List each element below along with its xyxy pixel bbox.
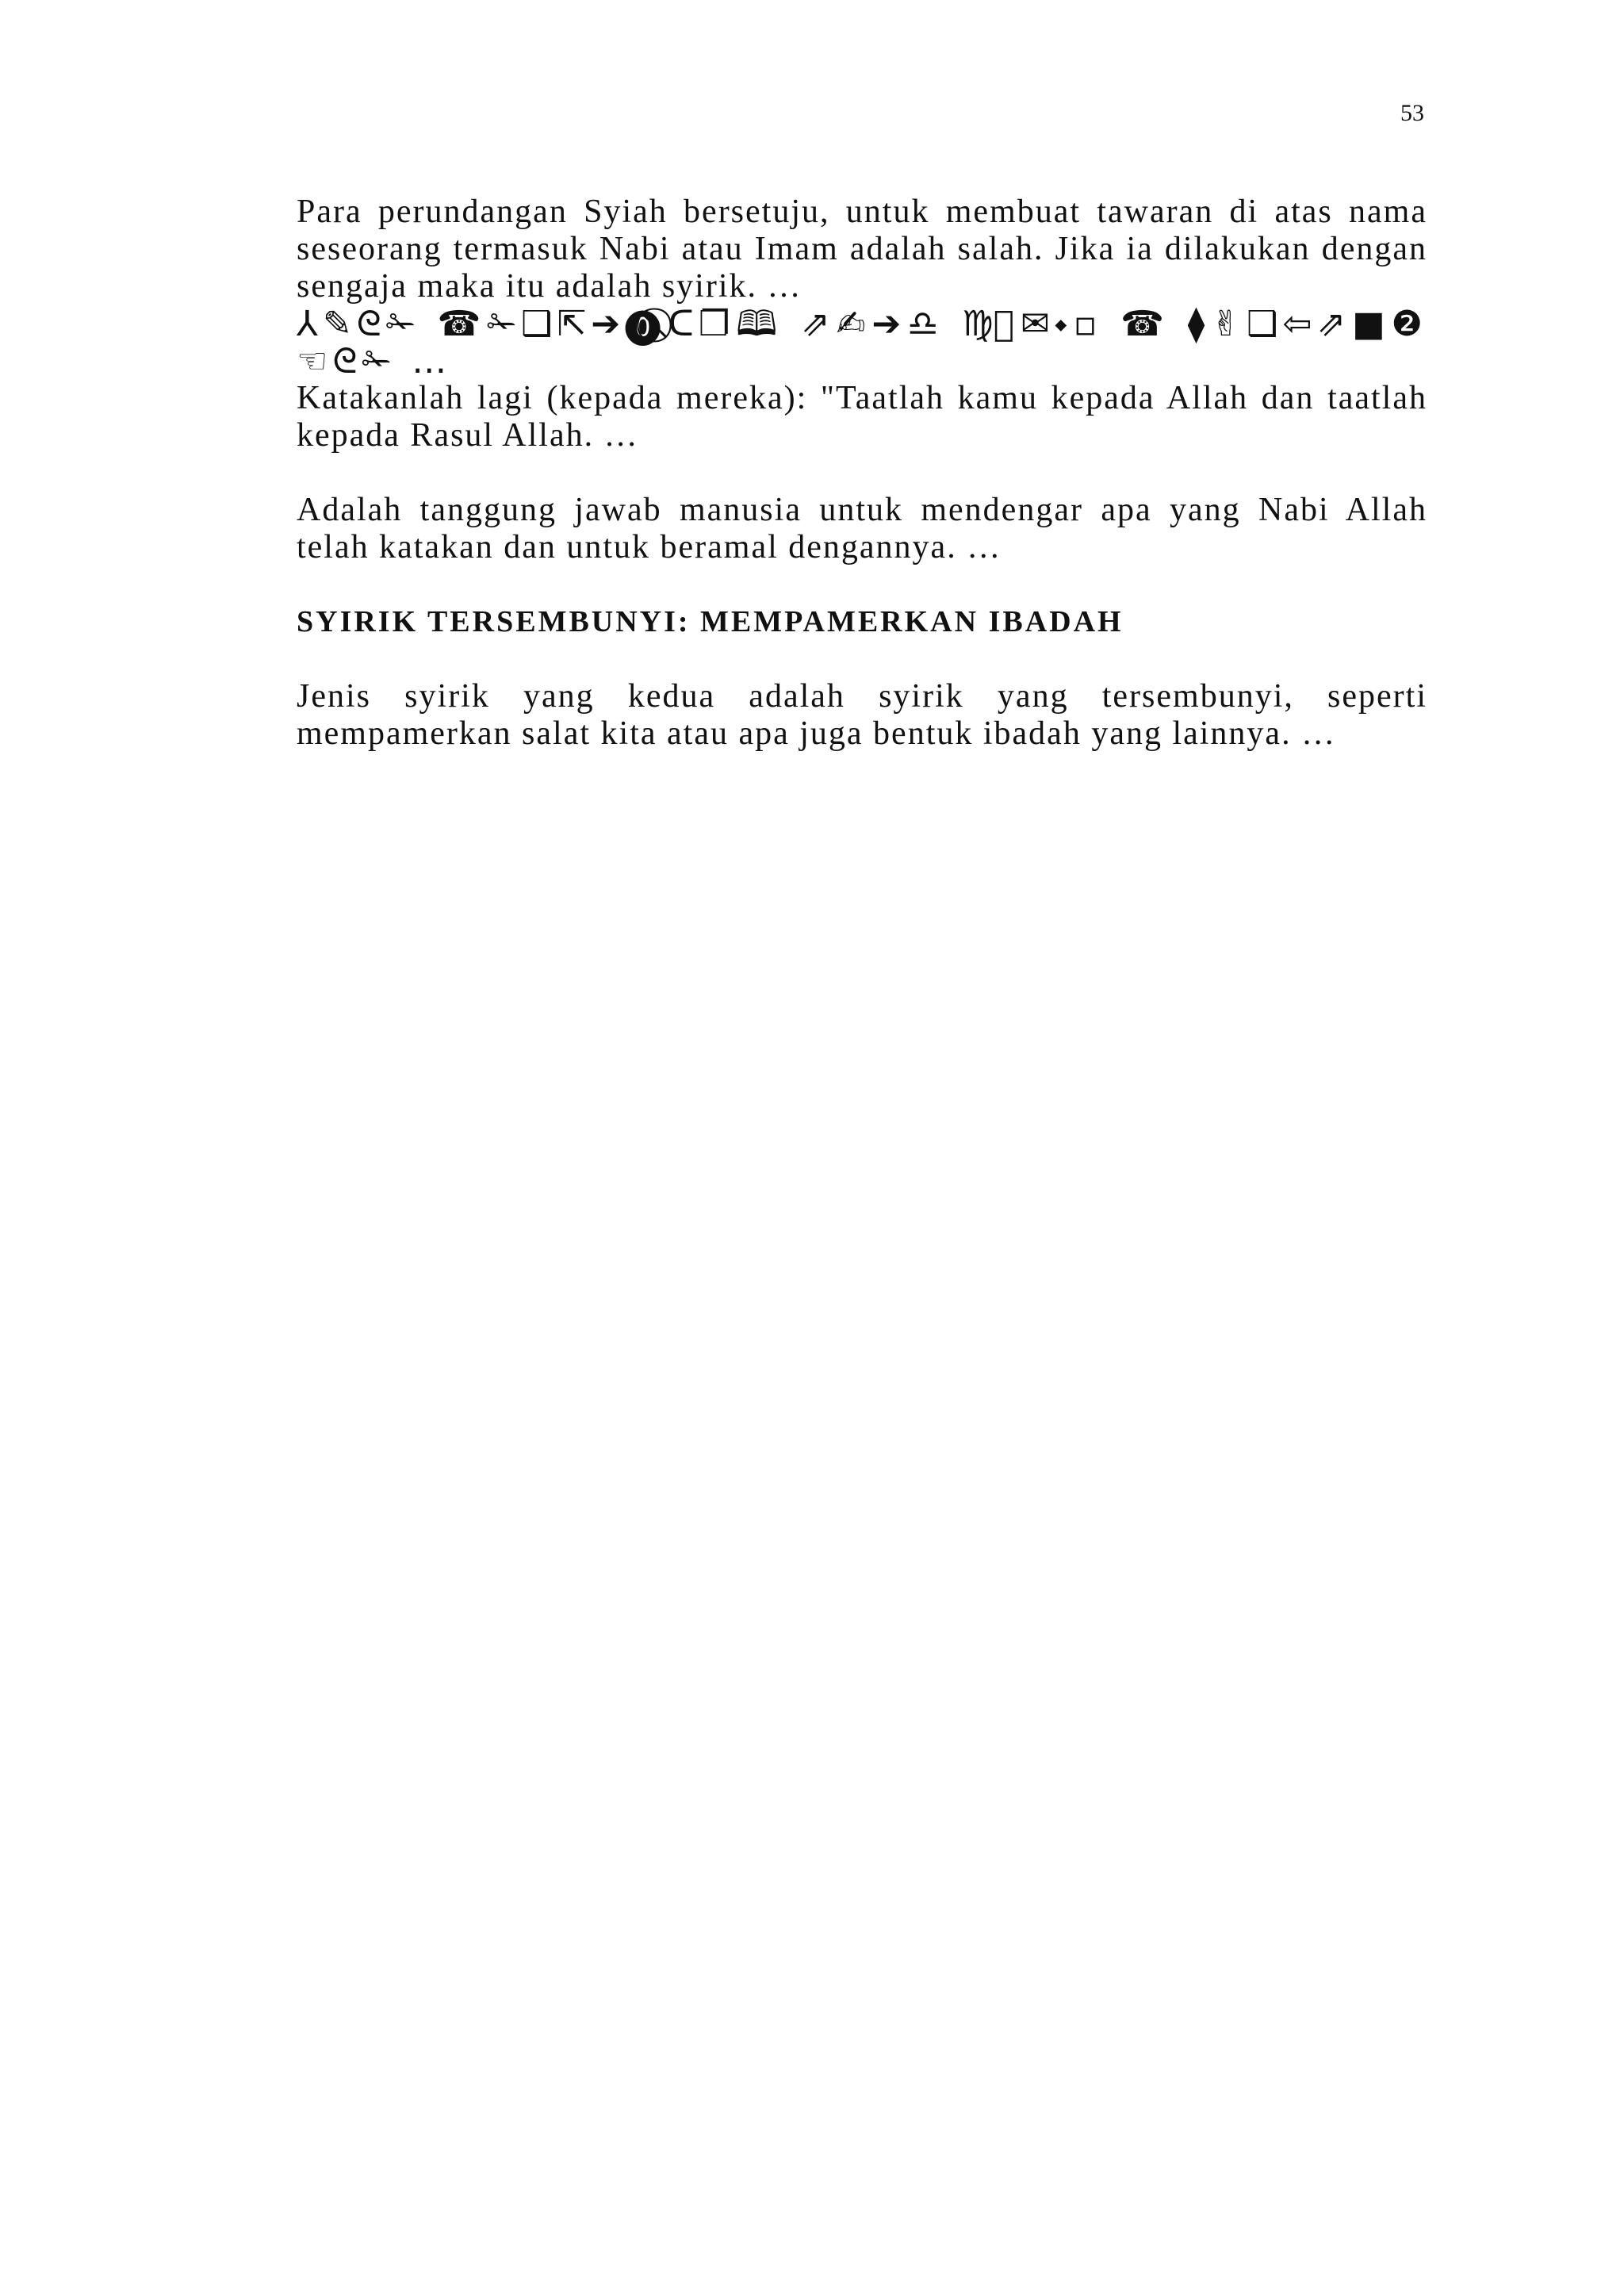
body-paragraph-hidden-shirk: Jenis syirik yang kedua adalah syirik yang tersembunyi, seperti mempamerkan salat kita atau apa juga bentuk ibadah yang lainnya. … [297, 678, 1427, 752]
section-heading: SYIRIK TERSEMBUNYI: MEMPAMERKAN IBADAH [297, 605, 1124, 638]
page-number: 53 [1400, 100, 1424, 126]
spacer [297, 454, 1427, 492]
page-content [297, 194, 1427, 753]
body-paragraph-responsibility: Adalah tanggung jawab manusia untuk mendengar apa yang Nabi Allah telah katakan dan untuk beramal dengannya. … [297, 492, 1427, 565]
verse-translation: Katakanlah lagi (kepada mereka): "Taatlah kamu kepada Allah dan taatlah kepada Rasul Allah. … [297, 380, 1427, 454]
spacer [297, 566, 1427, 604]
body-paragraph-syiah-vows: Para perundangan Syiah bersetuju, untuk membuat tawaran di atas nama seseorang termasuk Nabi atau Imam adalah salah. Jika ia dilakukan dengan sengaja maka itu adalah syirik. … [297, 194, 1427, 305]
spacer [297, 641, 1427, 678]
quran-verse-glyphs: ⅄✎ᘓ✁ ☎✁❑⇱➔⓿⃠ᑕ❐🕮 ⇗✍➔♎ ♍⃠✉⬩▫ ☎ ⧫✌❑⇦⇗■❷☜ᘓ✁ … [297, 304, 1427, 381]
